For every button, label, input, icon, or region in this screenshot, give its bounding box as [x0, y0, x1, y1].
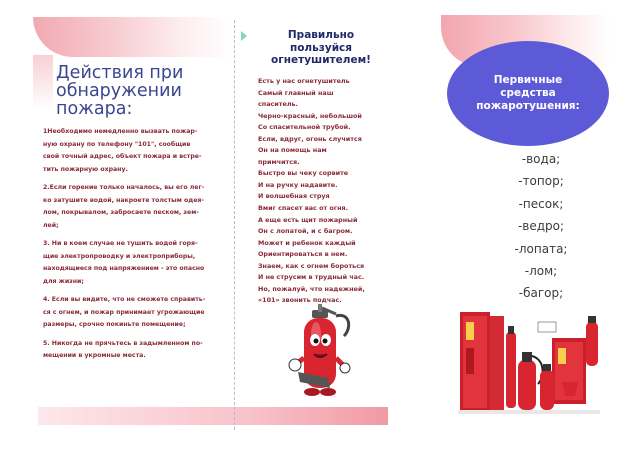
poem-line: Быстро вы чеку сорвите — [258, 169, 349, 178]
left-panel-title: Действия при обнаружении пожара: — [56, 63, 184, 119]
poem-line: Ориентироваться в нем. — [258, 250, 348, 259]
poem-line: Черно-красный, небольшой — [258, 111, 362, 120]
means-item: -топор; — [518, 174, 564, 189]
left-pink-band — [33, 17, 233, 57]
means-item: -лопата; — [514, 241, 568, 256]
means-item: -лом; — [524, 264, 558, 279]
poem-line: Но, пожалуй, что надежней, — [258, 284, 365, 293]
instruction-item: 1Необходимо немедленно вызвать пожар-ную охрану по телефону "101", сообщив свой точный адрес, объект пожара и встре-тить пожарную охрану. — [43, 128, 202, 173]
poem-line: Знаем, как с огнем бороться — [258, 261, 365, 270]
poem-line: Он на помощь нам — [258, 146, 327, 155]
means-item: -вода; — [521, 152, 561, 166]
extinguisher-mascot-icon — [288, 302, 358, 402]
instruction-item: 2.Если горение только началось, вы его лег-ко затушите водой, накроете толстым одея-лом, покрывалом, забросаете песком, зем-лей; — [43, 184, 205, 229]
poem-line: Есть у нас огнетушитель — [258, 77, 350, 85]
fold-line — [234, 20, 235, 430]
means-item: -багор; — [518, 286, 564, 301]
fire-equipment-icon — [458, 308, 600, 416]
poem-line: «101» звонить подчас. — [258, 296, 342, 305]
left-pink-fade — [33, 55, 53, 110]
triangle-marker-icon — [241, 31, 247, 41]
instruction-item: 3. Ни в коем случае не тушить водой горя-щие электропроводку и электроприборы, находящиеся под напряжением - это опасно для жизни; — [43, 240, 205, 285]
poem-line: И на ручку надавите. — [258, 180, 338, 189]
left-panel-instructions — [43, 126, 208, 369]
poem-line: И волшебная струя — [258, 192, 330, 201]
primary-means-list — [500, 148, 582, 305]
means-item: -песок; — [518, 196, 564, 211]
poem-line: Он с лопатой, и с багром. — [258, 227, 353, 236]
poem-line: И не струсим в трудный час. — [258, 273, 365, 282]
poem-line: Самый главный наш — [258, 88, 334, 97]
poem-line: Вмиг спасет вас от огня. — [258, 204, 349, 213]
poem-line: Может и ребенок каждый — [258, 238, 356, 247]
instruction-item: 5. Никогда не прячьтесь в задымленном по-мещении в укромные места. — [43, 339, 203, 359]
instruction-item: 4. Если вы видите, что не сможете справить-ся с огнем, и пожар принимает угрожающие размеры, срочно покиньте помещение; — [43, 296, 206, 328]
primary-means-badge — [447, 41, 609, 146]
means-item: -ведро; — [517, 219, 565, 234]
bottom-pink-band — [38, 407, 388, 425]
extinguisher-poem — [258, 76, 398, 307]
primary-means-heading: Первичные средства пожаротушения: — [476, 74, 580, 112]
poem-line: спаситель. — [258, 100, 298, 109]
poem-line: Со спасительной трубой. — [258, 123, 351, 132]
poem-line: А еще есть щит пожарный — [258, 215, 358, 224]
poem-line: Если, вдруг, огонь случится — [258, 134, 362, 143]
poem-line: примчится. — [258, 157, 300, 166]
middle-panel-title: Правильно пользуйся огнетушителем! — [271, 29, 371, 66]
